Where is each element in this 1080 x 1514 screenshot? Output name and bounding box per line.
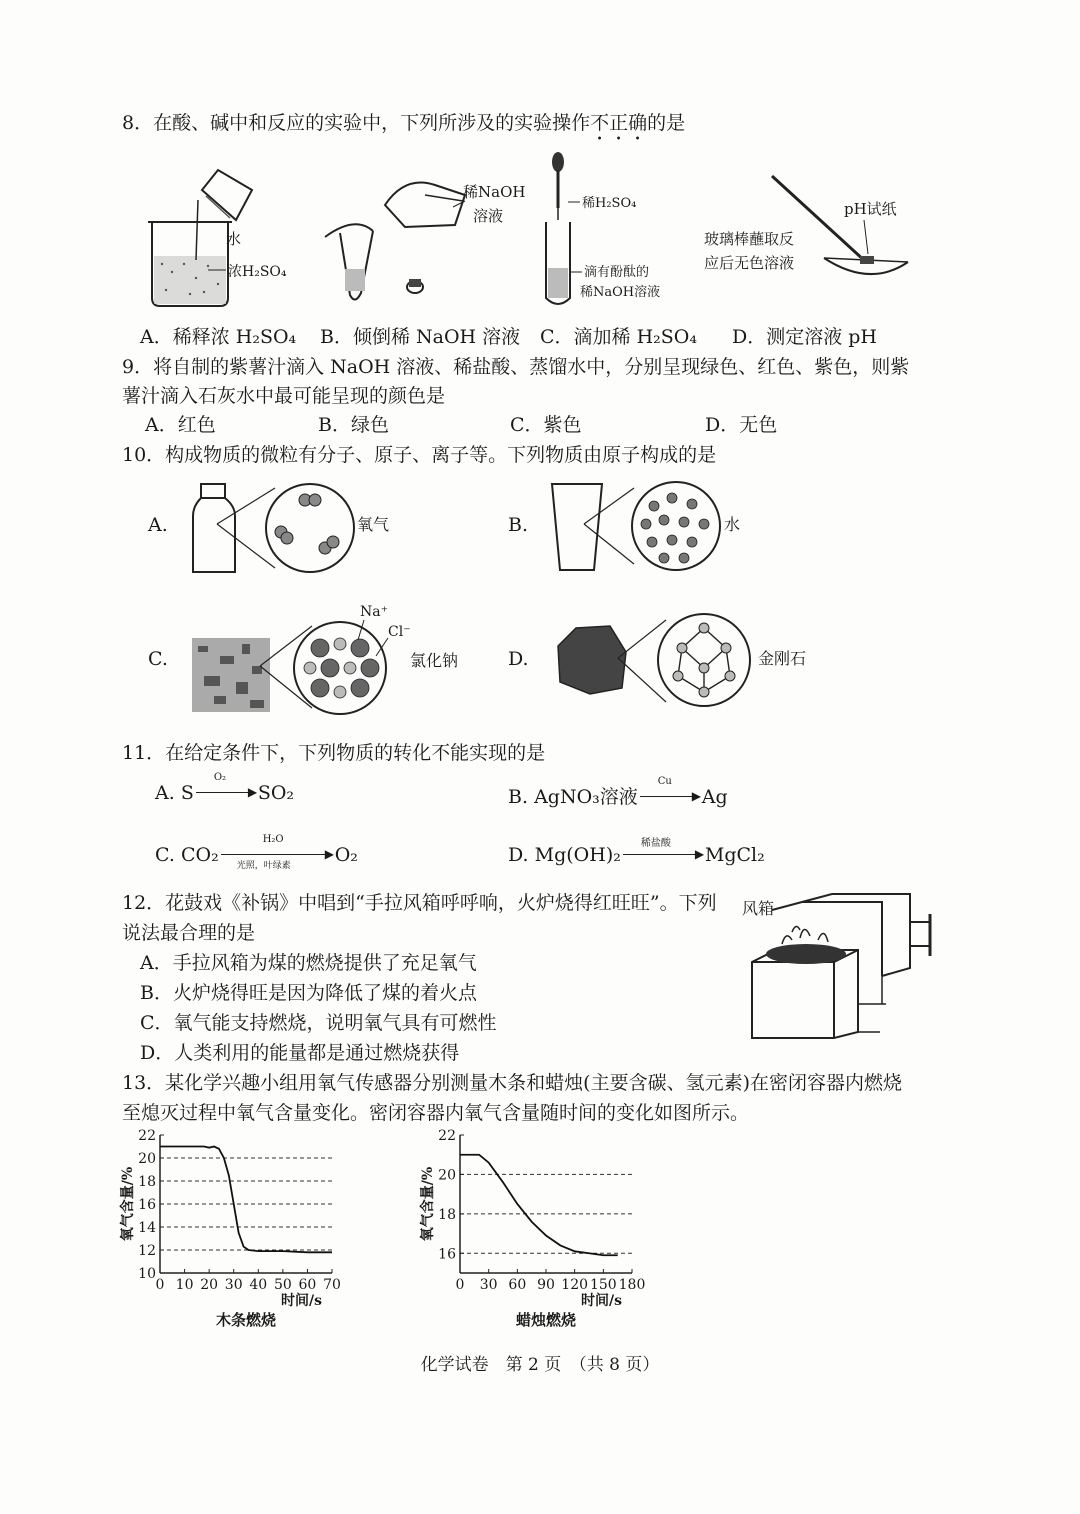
y-tick-label: 18	[438, 1206, 456, 1223]
series-line	[160, 1147, 332, 1253]
y-tick-label: 20	[138, 1151, 156, 1167]
q9-option-c[interactable]: C．紫色	[510, 414, 582, 436]
q11-c-letter: C.	[155, 844, 175, 866]
q12-stem-line1: 12．花鼓戏《补锅》中唱到“手拉风箱呼呼响，火炉烧得红旺旺”。下列	[122, 892, 717, 914]
q11-option-a[interactable]	[155, 772, 295, 804]
x-tick-label: 40	[249, 1277, 268, 1293]
q11-c-cond-top: H₂O	[262, 834, 284, 845]
y-tick-label: 22	[138, 1128, 156, 1144]
q10-d-name: 金刚石	[758, 649, 807, 668]
q13-stem-line2: 至熄灭过程中氧气含量变化。密闭容器内氧气含量随时间的变化如图所示。	[122, 1102, 750, 1124]
q8-stem	[122, 108, 685, 145]
chart-candle-burning	[410, 1125, 650, 1330]
x-axis-label: 时间/s	[281, 1293, 322, 1309]
y-tick-label: 14	[138, 1220, 156, 1236]
q9-stem-line1: 9．将自制的紫薯汁滴入 NaOH 溶液、稀盐酸、蒸馏水中，分别呈现绿色、红色、紫色，则紫	[122, 356, 910, 378]
y-tick-label: 16	[138, 1197, 156, 1213]
q8-option-b[interactable]: B．倾倒稀 NaOH 溶液	[320, 326, 521, 348]
q11-b-cond: Cu	[657, 776, 672, 787]
q10-stem: 10．构成物质的微粒有分子、原子、离子等。下列物质由原子构成的是	[122, 444, 717, 466]
q11-d-cond: 稀盐酸	[640, 838, 671, 849]
q11-c-cond-bottom: 光照，叶绿素	[236, 861, 291, 871]
q10-c-name: 氯化钠	[410, 651, 459, 670]
y-axis-label: 氧气含量/%	[420, 1166, 436, 1242]
fig-a-acid-label: 浓H₂SO₄	[228, 264, 287, 280]
q11-d-left: Mg(OH)₂	[534, 844, 621, 866]
q12-option-b[interactable]: B．火炉烧得旺是因为降低了煤的着火点	[140, 982, 477, 1004]
q8-option-a[interactable]: A．稀释浓 H₂SO₄	[140, 326, 297, 348]
q10-figure-b	[548, 478, 768, 578]
q11-a-right: SO₂	[257, 782, 295, 804]
q10-option-b[interactable]: B.	[508, 514, 529, 536]
x-tick-label: 150	[589, 1277, 617, 1293]
x-tick-label: 0	[455, 1277, 465, 1293]
q8-stem-pre: 8．在酸、碱中和反应的实验中，下列所涉及的实验操作	[122, 112, 591, 134]
q11-b-left: AgNO₃溶液	[534, 786, 638, 808]
x-tick-label: 60	[298, 1277, 317, 1293]
y-tick-label: 16	[438, 1246, 456, 1263]
page-footer: 化学试卷 第 2 页 （共 8 页）	[420, 1355, 660, 1375]
q11-c-right: O₂	[334, 844, 358, 866]
q12-furnace-figure	[742, 892, 942, 1042]
q8-figure-c	[540, 148, 690, 308]
q8-option-d[interactable]: D．测定溶液 pH	[732, 326, 878, 348]
fig-c-line2: 稀NaOH溶液	[580, 285, 661, 300]
fig-c-line1: 滴有酚酞的	[584, 265, 650, 280]
x-tick-label: 50	[273, 1277, 292, 1293]
q9-option-b[interactable]: B．绿色	[318, 414, 389, 436]
x-axis-label: 时间/s	[581, 1293, 622, 1309]
q11-a-letter: A.	[155, 782, 175, 804]
q11-a-cond: O₂	[213, 772, 227, 783]
q12-bellows-label: 风箱	[742, 899, 775, 918]
x-tick-label: 120	[561, 1277, 589, 1293]
q13-stem-line1: 13．某化学兴趣小组用氧气传感器分别测量木条和蜡烛(主要含碳、氢元素)在密闭容器内燃烧	[122, 1072, 903, 1094]
series-line	[460, 1155, 618, 1256]
q10-b-name: 水	[724, 515, 741, 534]
q10-a-name: 氧气	[357, 515, 390, 534]
q10-option-c[interactable]: C.	[148, 648, 168, 670]
q11-a-arrow: O₂ ▶	[194, 784, 258, 804]
q10-figure-a	[185, 480, 415, 580]
q11-option-b[interactable]	[508, 776, 728, 809]
chart-wood-burning	[110, 1125, 350, 1330]
fig-d-line1: 玻璃棒蘸取反	[704, 230, 795, 248]
x-tick-label: 0	[155, 1277, 165, 1293]
x-tick-label: 20	[200, 1277, 219, 1293]
x-tick-label: 90	[537, 1277, 555, 1293]
q12-option-d[interactable]: D．人类利用的能量都是通过燃烧获得	[140, 1042, 460, 1064]
q9-stem-line2: 薯汁滴入石灰水中最可能呈现的颜色是	[122, 385, 446, 407]
y-tick-label: 10	[138, 1266, 156, 1282]
y-tick-label: 12	[138, 1243, 156, 1259]
x-tick-label: 30	[479, 1277, 498, 1293]
q10-option-d[interactable]: D.	[508, 648, 529, 670]
q8-stem-post: 的是	[647, 112, 686, 134]
q9-option-d[interactable]: D．无色	[705, 414, 778, 436]
q8-stem-emphasis: 不正确	[590, 112, 648, 134]
q11-option-c[interactable]	[155, 834, 358, 871]
q10-c-cl-label: Cl⁻	[388, 624, 411, 640]
q10-option-a[interactable]: A.	[148, 514, 168, 536]
q12-stem-line2: 说法最合理的是	[122, 922, 256, 944]
q11-b-arrow: Cu ▶	[638, 788, 702, 808]
fig-b-solution-line2: 溶液	[473, 207, 504, 225]
fig-b-solution-line1: 稀NaOH	[463, 183, 526, 201]
q12-option-c[interactable]: C．氧气能支持燃烧，说明氧气具有可燃性	[140, 1012, 497, 1034]
x-tick-label: 60	[508, 1277, 527, 1293]
q10-figure-d	[552, 606, 852, 716]
q11-d-letter: D.	[508, 844, 529, 866]
y-tick-label: 20	[438, 1167, 456, 1184]
q11-d-right: MgCl₂	[704, 844, 765, 866]
q11-c-arrow: H₂O ▶ 光照，叶绿素	[219, 846, 335, 866]
fig-d-paper-label: pH试纸	[844, 200, 897, 218]
fig-a-water-label: 水	[226, 230, 242, 248]
chart-title: 木条燃烧	[215, 1311, 277, 1329]
chart-title: 蜡烛燃烧	[515, 1311, 577, 1329]
x-tick-label: 30	[224, 1277, 243, 1293]
x-tick-label: 70	[323, 1277, 341, 1293]
q11-b-letter: B.	[508, 786, 529, 808]
fig-c-acid-label: 稀H₂SO₄	[582, 196, 637, 211]
q10-c-na-label: Na⁺	[360, 604, 388, 620]
x-tick-label: 180	[618, 1277, 646, 1293]
q10-figure-c	[190, 596, 480, 716]
x-tick-label: 10	[175, 1277, 194, 1293]
y-tick-label: 22	[438, 1128, 456, 1144]
q8-figure-d	[700, 170, 920, 290]
q11-option-d[interactable]	[508, 838, 765, 866]
q11-b-right: Ag	[701, 786, 728, 808]
q8-figure-a	[140, 160, 310, 310]
q11-c-left: CO₂	[180, 844, 219, 866]
q11-d-arrow: 稀盐酸 ▶	[621, 846, 705, 866]
fig-d-line2: 应后无色溶液	[704, 254, 795, 272]
y-axis-label: 氧气含量/%	[120, 1166, 136, 1242]
q11-stem: 11．在给定条件下，下列物质的转化不能实现的是	[122, 742, 546, 764]
q12-option-a[interactable]: A．手拉风箱为煤的燃烧提供了充足氧气	[140, 952, 477, 974]
q8-figure-b	[315, 165, 535, 305]
y-tick-label: 18	[138, 1174, 156, 1190]
q9-option-a[interactable]: A．红色	[145, 414, 216, 436]
q11-a-left: S	[180, 782, 194, 804]
q8-option-c[interactable]: C．滴加稀 H₂SO₄	[540, 326, 697, 348]
